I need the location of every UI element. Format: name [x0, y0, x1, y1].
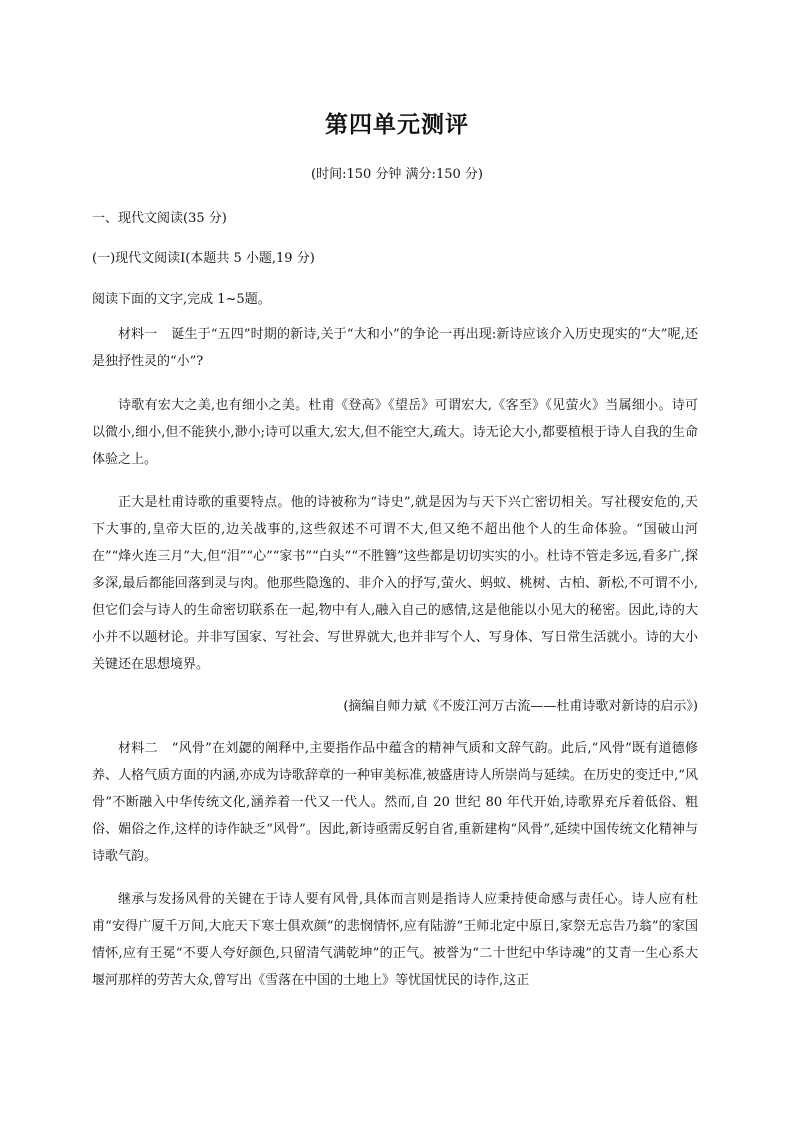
- section-heading: 一、现代文阅读(35 分): [92, 211, 227, 226]
- material1-paragraph1: [92, 321, 698, 375]
- material2-p1-text: “风骨”在刘勰的阐释中,主要指作品中蕴含的精神气质和文辞气韵。此后,“风骨”既有道德修养、人格气质方面的内涵,亦成为诗歌辞章的一种审美标准,被盛唐诗人所崇尚与延续。在历史的变迁中,“风骨”不断融入中华传统文化,涵养着一代又一代人。然而,自 20 世纪 80 年代开始,诗歌界充斥着低俗、粗俗、媚俗之作,这样的诗作缺乏“风骨”。因此,新诗亟需反躬自省,重新建构“风骨”,延续中国传统文化精神与诗歌气韵。: [92, 741, 698, 864]
- material1-label: 材料一: [118, 327, 158, 342]
- material2-label: 材料二: [118, 741, 158, 756]
- material2-paragraph2: 继承与发扬风骨的关键在于诗人要有风骨,具体而言则是指诗人应秉持使命感与责任心。诗人应有杜甫“安得广厦千万间,大庇天下寒士俱欢颜”的悲悯情怀,应有陆游“王师北定中原日,家祭无忘告乃翁”的家国情怀,应有王冕“不要人夸好颜色,只留清气满乾坤”的正气。被誉为“二十世纪中华诗魂”的艾青一生心系大堰河那样的劳苦大众,曾写出《雪落在中国的土地上》等忧国忧民的诗作,这正: [92, 892, 698, 988]
- subsection-heading: (一)现代文阅读Ⅰ(本题共 5 小题,19 分): [92, 251, 315, 266]
- material2-paragraph1: [92, 735, 698, 870]
- exam-time-score: (时间:150 分钟 满分:150 分): [311, 167, 483, 182]
- material1-source: (摘编自师力斌《不废江河万古流——杜甫诗歌对新诗的启示》): [343, 699, 698, 714]
- reading-instruction: 阅读下面的文字,完成 1~5题。: [92, 292, 271, 307]
- page-title: 第四单元测评: [325, 112, 469, 138]
- material1-p1-text: 诞生于“五四”时期的新诗,关于“大和小”的争论一再出现:新诗应该介入历史现实的“大”呢,还是独抒性灵的“小”?: [92, 327, 698, 369]
- material1-paragraph2: 诗歌有宏大之美,也有细小之美。杜甫《登高》《望岳》可谓宏大,《客至》《见萤火》当属细小。诗可以微小,细小,但不能狭小,渺小;诗可以重大,宏大,但不能空大,疏大。诗无论大小,都要植根于诗人自我的生命体验之上。: [92, 398, 698, 467]
- material1-paragraph3: 正大是杜甫诗歌的重要特点。他的诗被称为“诗史”,就是因为与天下兴亡密切相关。写社稷安危的,天下大事的,皇帝大臣的,边关战事的,这些叙述不可谓不大,但又绝不超出他个人的生命体验。“国破山河在”“烽火连三月”大,但“泪”“心”“家书”“白头”“不胜簪”这些都是切切实实的小。杜诗不管走多远,看多广,探多深,最后都能回落到灵与肉。他那些隐逸的、非介入的抒写,萤火、蚂蚁、桃树、古柏、新松,不可谓不小,但它们会与诗人的生命密切联系在一起,物中有人,融入自己的感情,这是他能以小见大的秘密。因此,诗的大小并不以题材论。并非写国家、写社会、写世界就大,也并非写个人、写身体、写日常生活就小。诗的大小关键还在思想境界。: [92, 495, 698, 672]
